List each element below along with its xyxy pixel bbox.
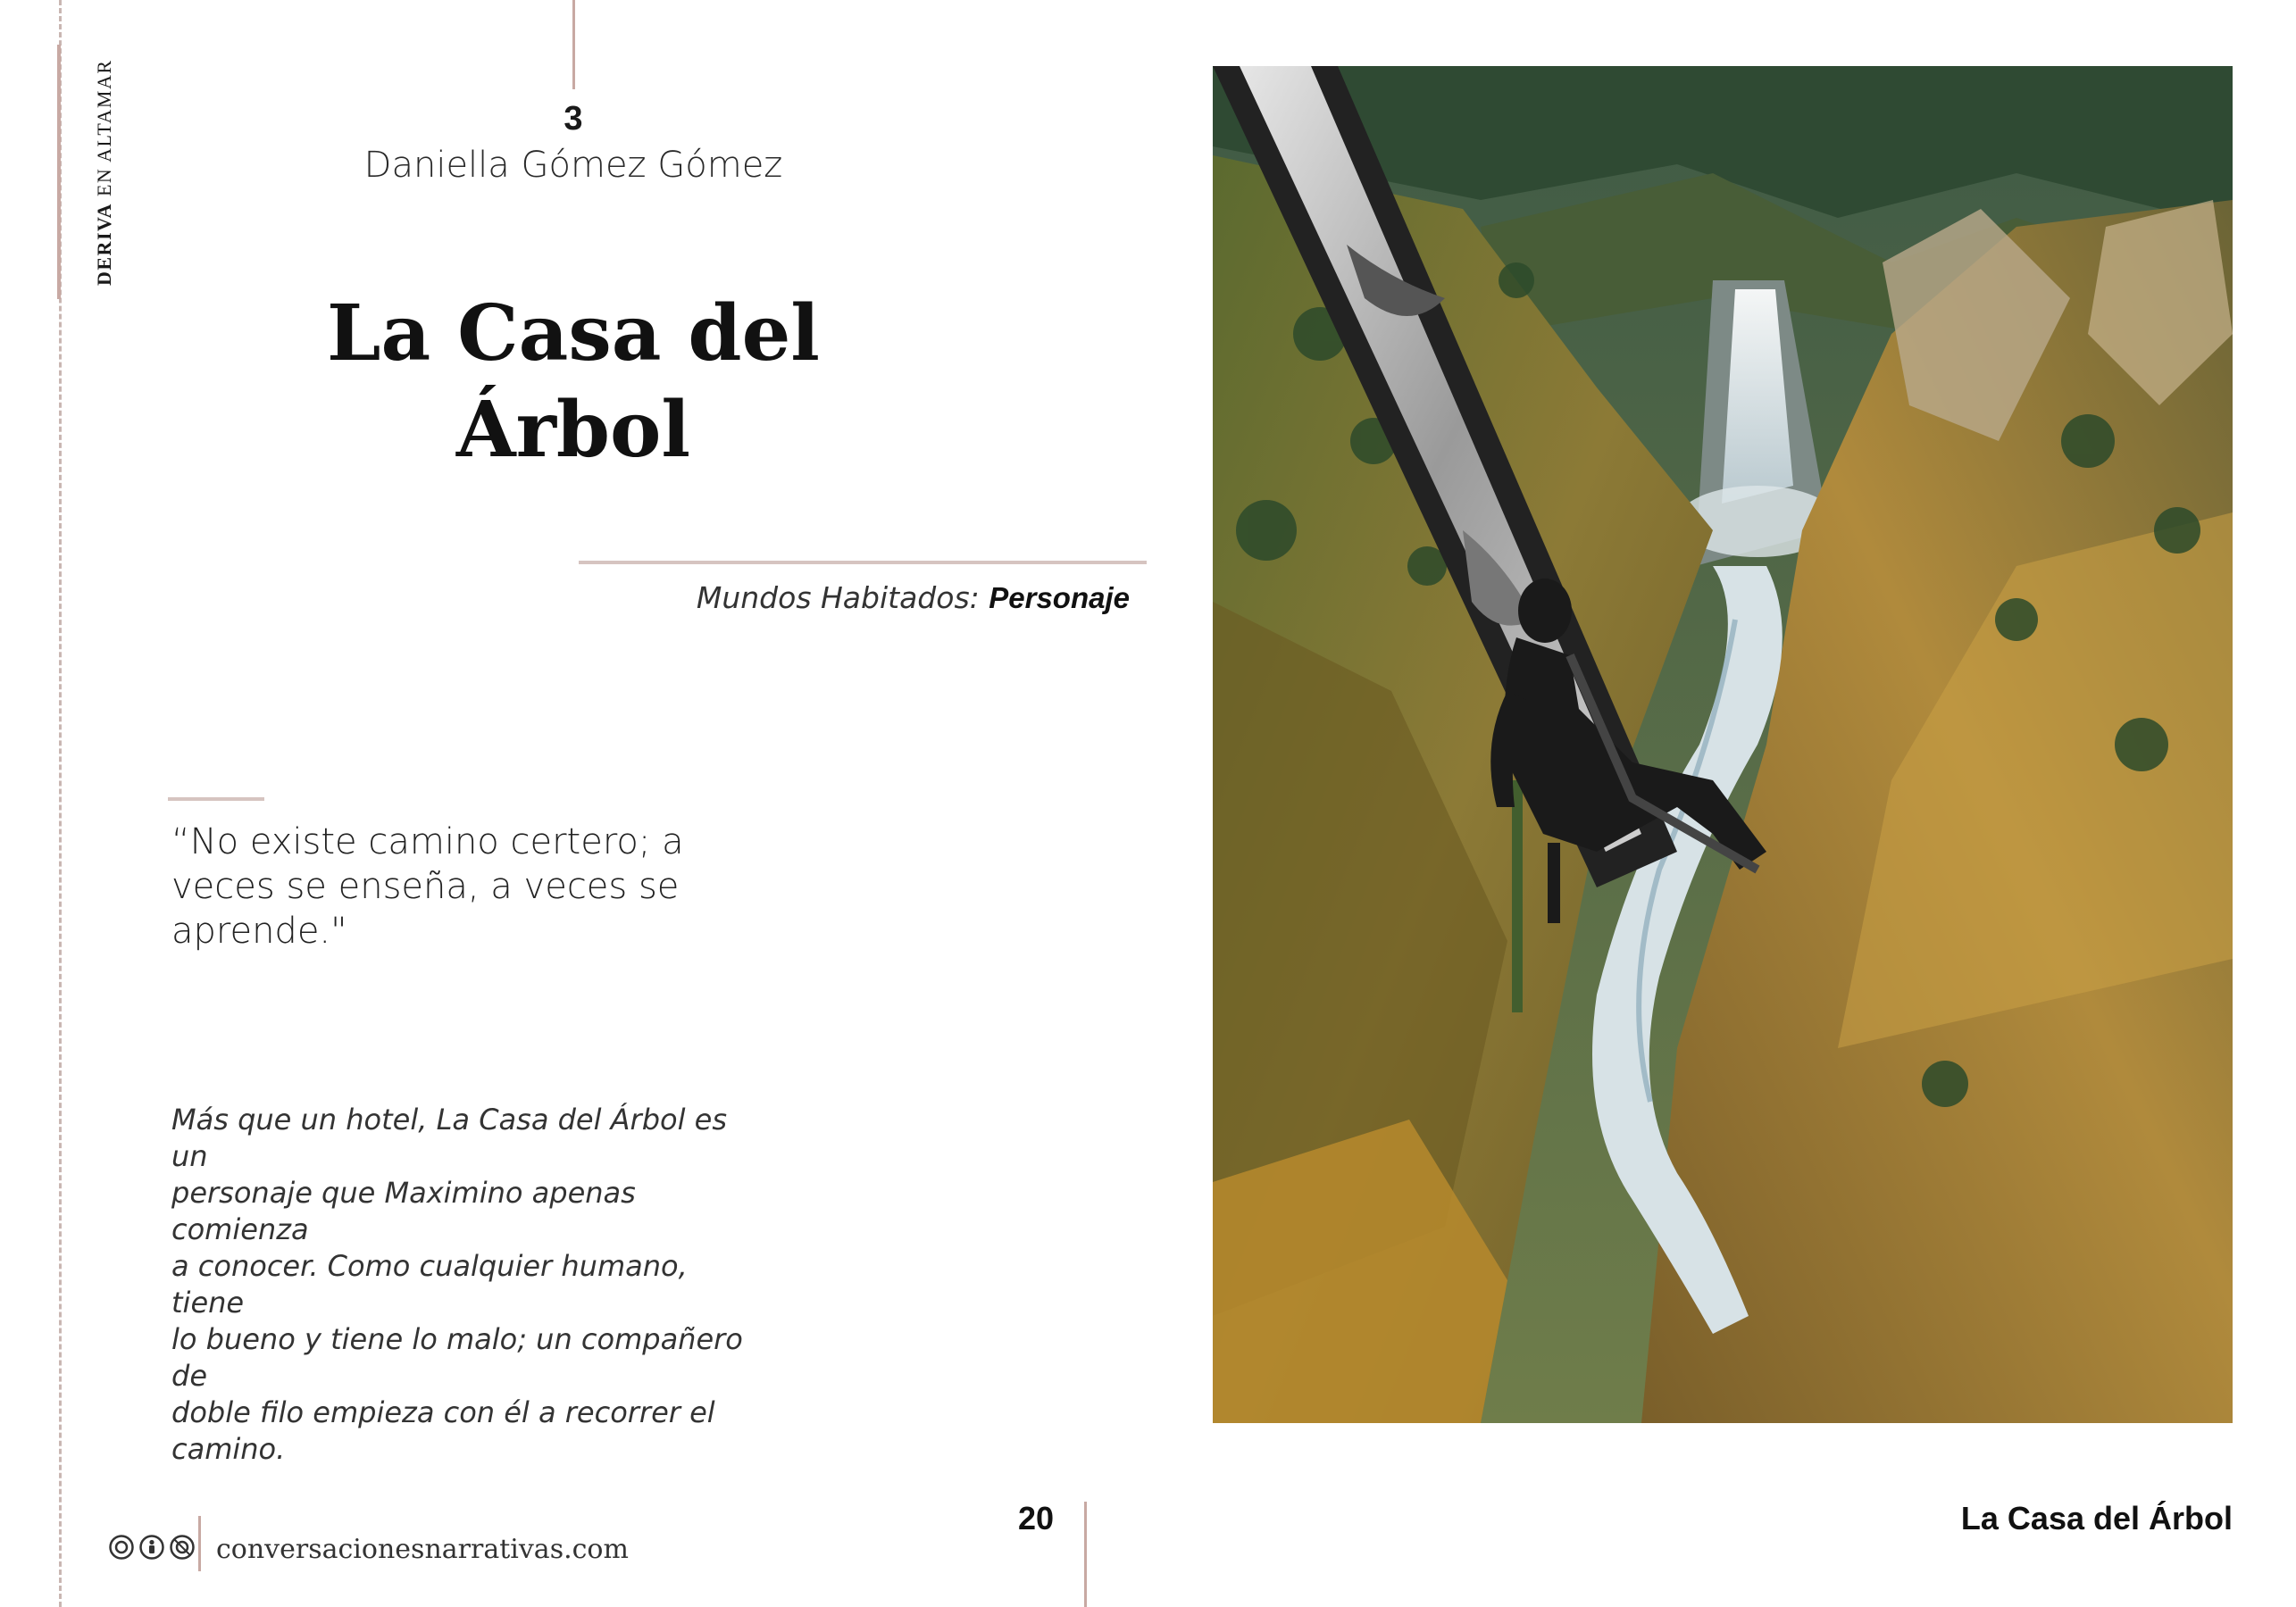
cc-icon [108, 1534, 135, 1561]
license-icons [108, 1534, 196, 1561]
nc-icon [169, 1534, 196, 1561]
running-title: La Casa del Árbol [1960, 1500, 2233, 1536]
pull-quote [171, 820, 725, 953]
section-rule [579, 561, 1147, 564]
chapter-number: 3 [564, 100, 583, 137]
section-prefix: Mundos Habitados: [696, 580, 989, 615]
by-icon [138, 1534, 165, 1561]
quote-line: veces se enseña, a veces se [171, 866, 680, 907]
canyon-swing-illustration [1213, 66, 2233, 1423]
footer-divider [198, 1516, 201, 1571]
brand-strong: DERIVA [93, 203, 115, 286]
quote-line: “No existe camino certero; a [171, 821, 684, 862]
summary-line: Más que un hotel, La Casa del Árbol es un [171, 1103, 728, 1173]
page-number: 20 [1017, 1500, 1054, 1536]
left-page [0, 0, 1147, 1607]
summary-line: personaje que Maximino apenas comienza [171, 1176, 636, 1246]
section-value: Personaje [989, 581, 1130, 614]
brand-rest: EN ALTAMAR [93, 59, 115, 204]
author-name: Daniella Gómez Gómez [363, 145, 783, 186]
summary-line: camino. [171, 1432, 286, 1466]
summary-line: doble filo empieza con él a recorrer el [171, 1395, 715, 1429]
story-title-line-2: Árbol [455, 385, 691, 475]
magazine-brand [93, 59, 116, 286]
story-summary [171, 1102, 743, 1468]
collage-illustration [1213, 66, 2233, 1423]
summary-line: lo bueno y tiene lo malo; un compañero de [171, 1322, 743, 1393]
top-accent-tick [572, 0, 575, 89]
section-label [625, 580, 1130, 615]
quote-rule [168, 797, 264, 801]
page-number-rule [1084, 1502, 1087, 1607]
margin-accent-rule [57, 45, 61, 299]
website-link[interactable]: conversacionesnarrativas.com [216, 1534, 629, 1565]
story-title-line-1: La Casa del [327, 288, 820, 379]
summary-line: a conocer. Como cualquier humano, tiene [171, 1249, 688, 1320]
story-title [305, 286, 841, 479]
quote-line: aprende." [171, 911, 347, 952]
